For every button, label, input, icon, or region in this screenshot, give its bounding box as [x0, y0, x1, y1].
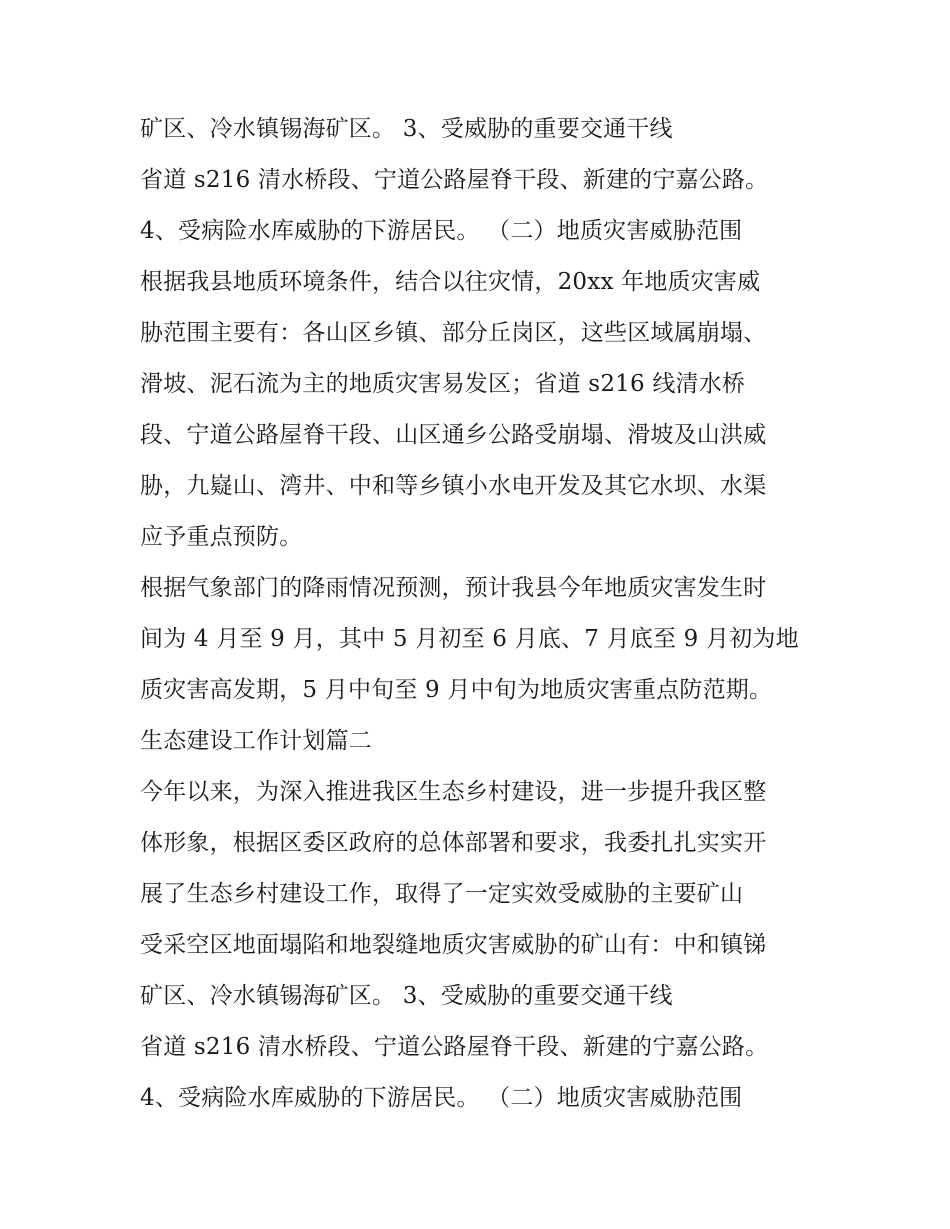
text-line-18: 矿区、冷水镇锡海矿区。 3、受威胁的重要交通干线 — [140, 983, 673, 1009]
text-line-6: 滑坡、泥石流为主的地质灾害易发区；省道 s216 线清水桥 — [140, 371, 746, 397]
text-line-16: 展了生态乡村建设工作，取得了一定实效受威胁的主要矿山 — [140, 881, 744, 907]
text-line-17: 受采空区地面塌陷和地裂缝地质灾害威胁的矿山有：中和镇锑 — [140, 932, 767, 958]
text-line-7: 段、宁道公路屋脊干段、山区通乡公路受崩塌、滑坡及山洪威 — [140, 422, 767, 448]
text-line-5: 胁范围主要有：各山区乡镇、部分丘岗区，这些区域属崩塌、 — [140, 320, 767, 346]
text-line-9: 应予重点预防。 — [140, 524, 303, 550]
text-line-11: 间为 4 月至 9 月，其中 5 月初至 6 月底、7 月底至 9 月初为地 — [140, 626, 799, 652]
document-body — [140, 104, 840, 1124]
section-heading: 生态建设工作计划篇二 — [140, 728, 372, 754]
text-line-3: 4、受病险水库威胁的下游居民。 （二）地质灾害威胁范围 — [140, 218, 743, 244]
text-line-1: 矿区、冷水镇锡海矿区。 3、受威胁的重要交通干线 — [140, 116, 673, 142]
text-line-8: 胁，九嶷山、湾井、中和等乡镇小水电开发及其它水坝、水渠 — [140, 473, 767, 499]
text-line-4: 根据我县地质环境条件，结合以往灾情，20xx 年地质灾害威 — [140, 269, 761, 295]
text-line-20: 4、受病险水库威胁的下游居民。 （二）地质灾害威胁范围 — [140, 1085, 743, 1111]
text-line-19: 省道 s216 清水桥段、宁道公路屋脊干段、新建的宁嘉公路。 — [140, 1034, 769, 1060]
text-line-14: 今年以来，为深入推进我区生态乡村建设，进一步提升我区整 — [140, 779, 767, 805]
text-line-12: 质灾害高发期，5 月中旬至 9 月中旬为地质灾害重点防范期。 — [140, 677, 773, 703]
text-line-2: 省道 s216 清水桥段、宁道公路屋脊干段、新建的宁嘉公路。 — [140, 167, 769, 193]
text-line-10: 根据气象部门的降雨情况预测，预计我县今年地质灾害发生时 — [140, 575, 767, 601]
text-line-15: 体形象，根据区委区政府的总体部署和要求，我委扎扎实实开 — [140, 830, 767, 856]
